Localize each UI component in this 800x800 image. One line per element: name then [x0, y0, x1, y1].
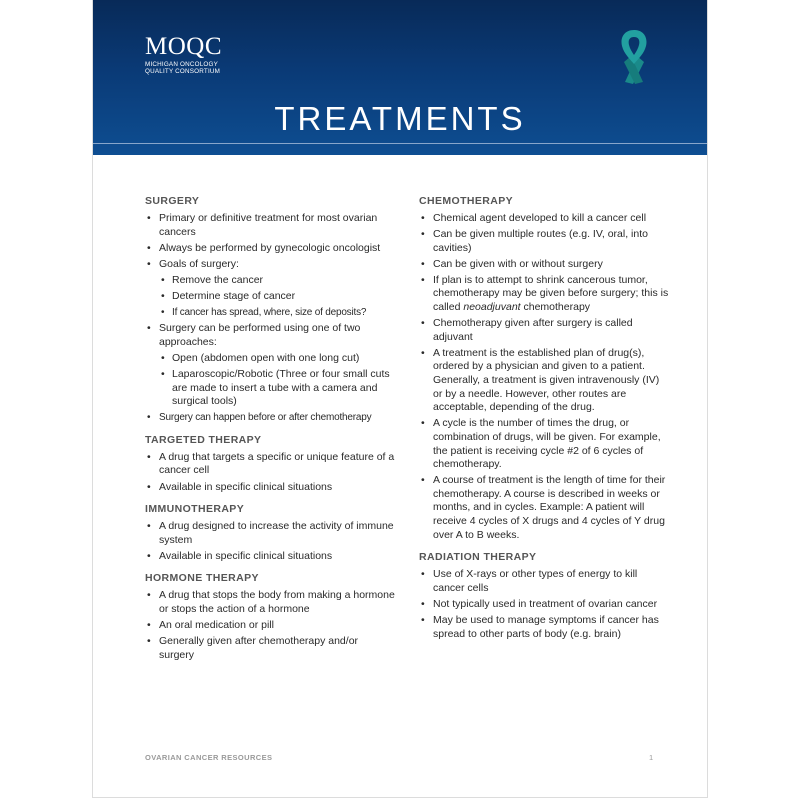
radiation-therapy-list: [419, 568, 669, 641]
list-item: • Primary or definitive treatment for most ovarian cancers: [145, 212, 395, 239]
list-item: • Generally given after chemotherapy and/or surgery: [145, 635, 395, 662]
targeted-therapy-heading: TARGETED THERAPY: [145, 433, 262, 446]
logo-subtitle-line-1: MICHIGAN ONCOLOGY: [145, 61, 219, 68]
hormone-therapy-heading: HORMONE THERAPY: [145, 572, 259, 585]
radiation-therapy-heading: RADIATION THERAPY: [419, 551, 537, 564]
list-item: • A drug designed to increase the activity of immune system: [145, 520, 395, 547]
logo-wordmark: MOQC: [145, 33, 223, 60]
left-column: [145, 195, 395, 671]
sub-list-item: • Determine stage of cancer: [145, 290, 395, 304]
immunotherapy-heading: IMMUNOTHERAPY: [145, 503, 245, 516]
chemotherapy-list: [419, 212, 669, 542]
list-item: • An oral medication or pill: [145, 619, 395, 633]
sub-list-item: • Laparoscopic/Robotic (Three or four small cuts are made to insert a tube with a camera and surgical tools): [145, 368, 395, 409]
list-item: • A drug that stops the body from making a hormone or stops the action of a hormone: [145, 589, 395, 616]
hormone-therapy-list: [145, 589, 395, 662]
immunotherapy-list: [145, 520, 395, 563]
list-item: [419, 274, 669, 315]
chemotherapy-heading: CHEMOTHERAPY: [419, 195, 514, 207]
neoadjuvant-term: neoadjuvant: [463, 301, 521, 314]
list-item: • Always be performed by gynecologic oncologist: [145, 242, 395, 256]
list-item: • A treatment is the established plan of drug(s), ordered by a physician and given to a patient. Generally, a treatment is given intravenously (IV) or by a needle. However, other routes are acceptable, depending of the drug.: [419, 347, 669, 415]
list-item: • Chemotherapy given after surgery is called adjuvant: [419, 317, 669, 344]
neoadjuvant-text-end: chemotherapy: [523, 301, 591, 314]
surgery-heading: SURGERY: [145, 195, 200, 207]
neoadjuvant-text-start: If plan is to attempt to shrink cancerous tumor, chemotherapy may be given before surgery; this is called: [433, 273, 669, 314]
footer-label: OVARIAN CANCER RESOURCES: [145, 753, 273, 762]
moqc-logo: [145, 34, 222, 75]
targeted-therapy-list: [145, 451, 395, 494]
surgery-list: [145, 212, 395, 425]
list-item: • Surgery can happen before or after chemotherapy: [145, 411, 395, 425]
list-item: • A cycle is the number of times the drug, or combination of drugs, will be given. For example, the patient is receiving cycle #2 of 6 cycles of chemotherapy.: [419, 417, 669, 471]
logo-subtitle-line-2: QUALITY CONSORTIUM: [145, 68, 221, 76]
sub-list-item: • If cancer has spread, where, size of deposits?: [145, 306, 395, 320]
right-column: [419, 195, 669, 650]
list-item: • A drug that targets a specific or unique feature of a cancer cell: [145, 451, 395, 478]
page-header: [93, 0, 707, 155]
sub-list-item: • Remove the cancer: [145, 274, 395, 288]
list-item: • Use of X-rays or other types of energy to kill cancer cells: [419, 568, 669, 595]
document-page: [92, 0, 708, 798]
list-item: • Chemical agent developed to kill a cancer cell: [419, 212, 669, 226]
header-divider: [93, 143, 707, 144]
list-item: • Can be given multiple routes (e.g. IV, oral, into cavities): [419, 228, 669, 255]
sub-list-item: • Open (abdomen open with one long cut): [145, 352, 395, 366]
list-item: • Not typically used in treatment of ovarian cancer: [419, 598, 669, 612]
list-item: • Can be given with or without surgery: [419, 258, 669, 272]
list-item: • Surgery can be performed using one of two approaches:: [145, 322, 395, 349]
list-item: • Goals of surgery:: [145, 258, 395, 272]
list-item: • Available in specific clinical situations: [145, 550, 395, 564]
list-item: • A course of treatment is the length of time for their chemotherapy. A course is described in weeks or months, and in cycles. Example: A patient will receive 4 cycles of X drugs and 4 cycles of Y drug over A to B weeks.: [419, 474, 669, 542]
list-item: • May be used to manage symptoms if cancer has spread to other parts of body (e.g. brain): [419, 614, 669, 641]
page-number: 1: [649, 753, 654, 762]
page-title: TREATMENTS: [274, 100, 526, 137]
awareness-ribbon-icon: [611, 26, 657, 84]
list-item: • Available in specific clinical situations: [145, 481, 395, 495]
